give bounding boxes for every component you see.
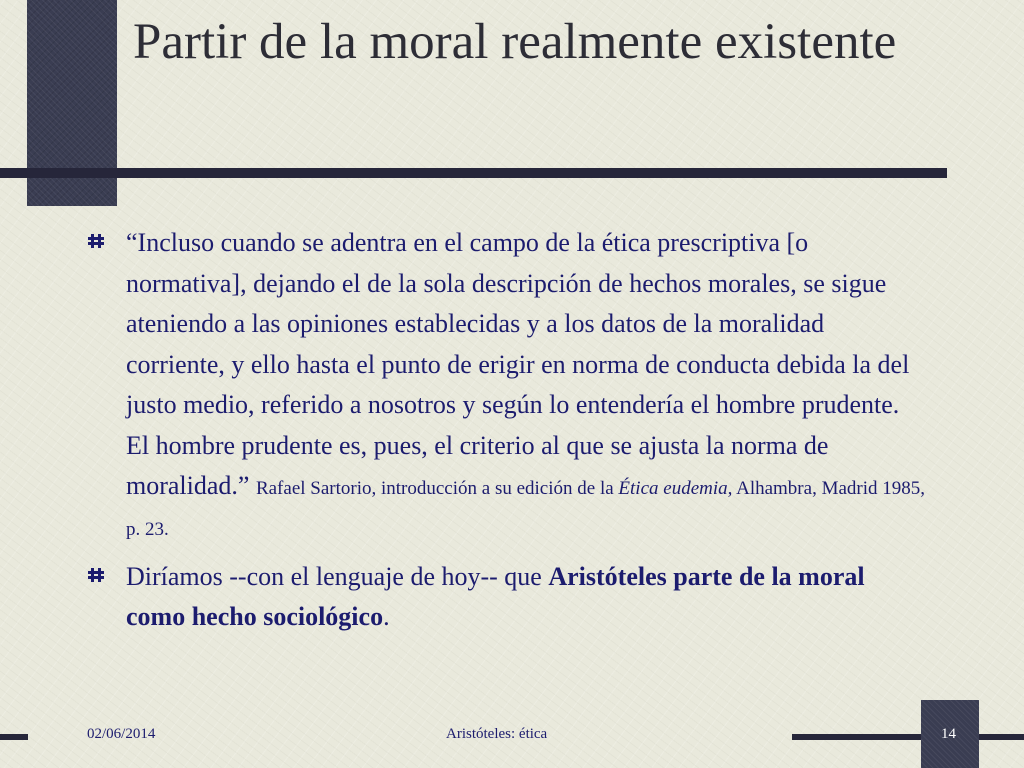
hash-bullet-icon [88,233,104,249]
quote-text: “Incluso cuando se adentra en el campo de la ética prescriptiva [o normativa], dejando el de la sola descripción de hechos morales, se sigue ateniendo a las opiniones establecidas y a los datos de la moralidad corriente, y ello hasta el punto de erigir en norma de conducta debida la del justo medio, referido a nosotros y según lo entendería el hombre prudente. El hombre prudente es, pues, el criterio al que se ajusta la norma de moralidad.” [126,228,910,500]
slide-content [88,223,928,637]
slide-title: Partir de la moral realmente existente [133,14,897,70]
bullet-quote [88,223,928,547]
conclusion-text-after: . [383,602,390,631]
footer-title: Aristóteles: ética [446,726,548,742]
footer-date: 02/06/2014 [87,726,156,742]
citation-work: Ética eudemia, [618,478,733,499]
bullet-conclusion [88,557,928,637]
conclusion-text-bold: Aristóteles parte de la moral como hecho sociológico [126,562,865,631]
hash-bullet-icon [88,567,104,583]
conclusion-text-before: Diríamos --con el lenguaje de hoy-- que [126,562,542,591]
footer-line-right [792,734,1024,740]
footer-page-number: 14 [941,726,956,742]
citation-prefix: Rafael Sartorio, introducción a su edición de la [255,478,614,499]
footer-line-left [0,734,28,740]
title-underline-bar [0,168,947,178]
citation-suffix: Alhambra, Madrid 1985, p. 23. [126,478,925,540]
